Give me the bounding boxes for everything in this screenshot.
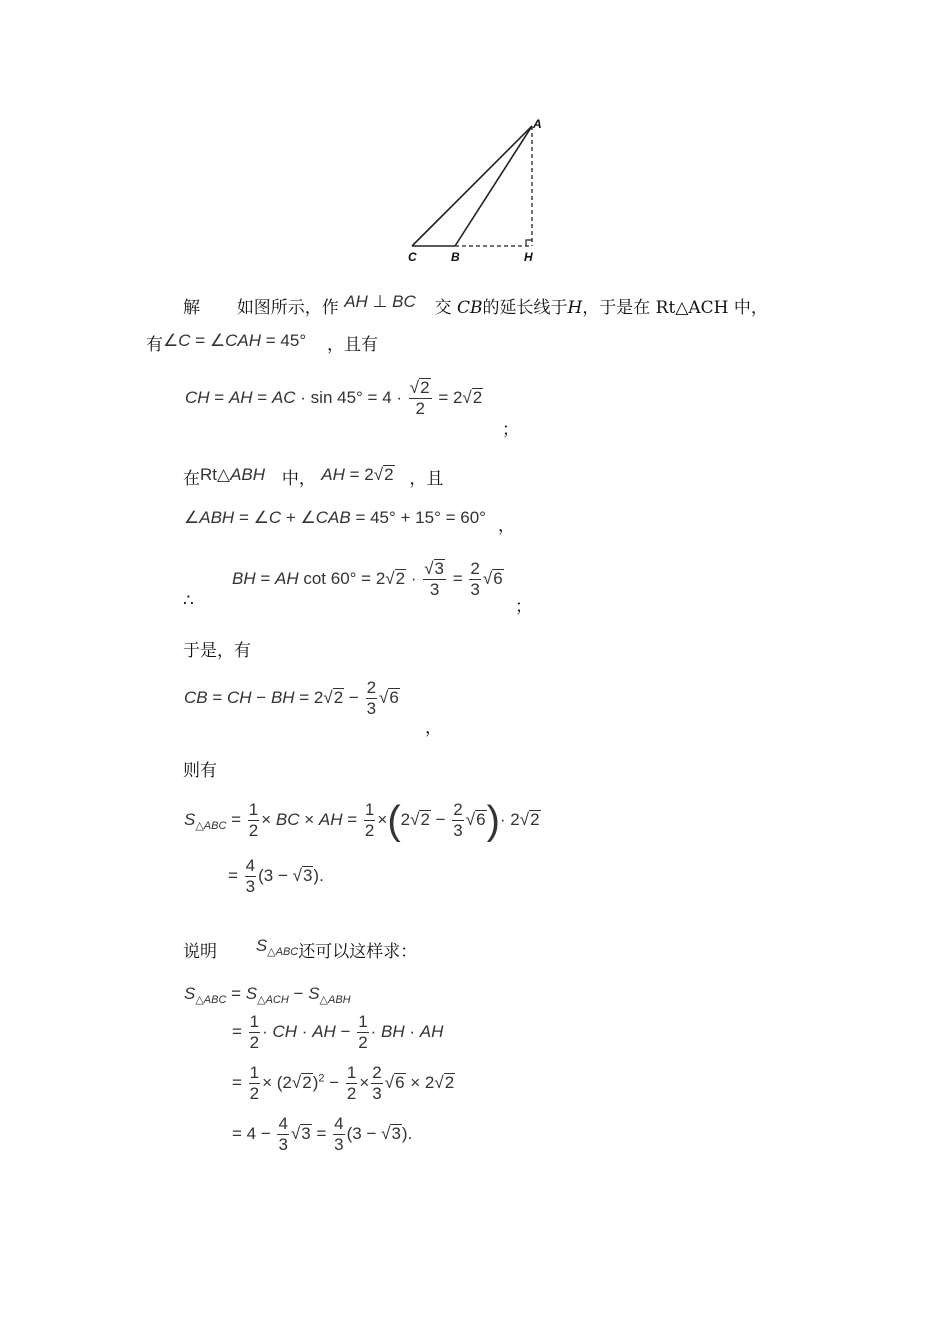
zhong-text: 中， <box>281 469 316 489</box>
formula-cb: CB = CH − BH = 2√2 − $\frac{2}{3}$ √6 <box>184 678 399 718</box>
formula-ah-value: AH = 2√2 <box>321 465 394 484</box>
zeyou-text: 则有 <box>183 761 217 781</box>
comma-1: ， <box>498 516 515 536</box>
segment-ca <box>412 126 532 246</box>
comma-2: ， <box>425 718 442 738</box>
therefore-symbol: ∴ <box>183 591 194 611</box>
formula-alt-1: $S_{\triangle ABC} = S_{\triangle ACH} - S_{\triangle ABH}$ <box>184 984 351 1006</box>
formula-bh: BH = AH cot 60° = 2√2 · $\frac{√3}{3}$ = $\frac{2}{3}$ √6 <box>232 559 503 599</box>
semicolon-2: ； <box>515 597 532 617</box>
line1-text-a: 如图所示，作 <box>236 298 339 318</box>
line1-text-b: 交 <box>434 298 452 318</box>
shuoming-text: 说明 <box>183 942 217 962</box>
segment-ba <box>455 126 532 246</box>
var-cb: CB <box>456 298 483 318</box>
label-a: A <box>533 117 542 131</box>
line1-text-d: ，于是在 Rt△ACH 中， <box>582 298 768 318</box>
formula-ch-ah: CH = AH = AC · sin 45° = 4 · $\frac{√2}{2}$ = 2√2 <box>185 378 483 418</box>
var-h: H <box>567 298 583 318</box>
right-angle-mark <box>526 240 532 246</box>
line1-text-c: 的延长线于 <box>482 298 568 318</box>
jie-label: 解 <box>183 298 200 318</box>
formula-rt-abh: Rt△ABH <box>200 465 266 484</box>
label-b: B <box>451 250 460 264</box>
formula-s-abc: $S_{\triangle ABC}$ <box>255 936 299 958</box>
solution-line-rt-abh <box>183 464 443 489</box>
zai-text: 在 <box>183 469 200 489</box>
formula-ah-perp-bc: AH ⊥ BC <box>344 292 416 311</box>
formula-alt-4: = 4 − $\frac{4}{3}$ √3 = $\frac{4}{3}$ (3 − √3). <box>232 1114 413 1154</box>
formula-area-2: = $\frac{4}{3}$ (3 − √3). <box>228 856 324 896</box>
formula-alt-3: = $\frac{1}{2}$ × $(2√2)^2$ − $\frac{1}{2}$ × $\frac{2}{3}$ √6 × 2√2 <box>232 1063 455 1103</box>
solution-line-2 <box>146 330 378 355</box>
line2-text-a: 有 <box>146 335 163 355</box>
triangle-figure <box>395 110 565 270</box>
formula-area-1: $S_{\triangle ABC}$ = $\frac{1}{2}$ × BC × AH = $\frac{1}{2}$ ×(2√2 − $\frac{2}{3}$ √6)· 2√2 <box>184 798 540 843</box>
formula-angle-abh: ∠ABH = ∠C + ∠CAB = 45° + 15° = 60° <box>184 508 486 527</box>
haikeyi-text: 还可以这样求： <box>298 942 418 962</box>
shuoming-line <box>183 937 417 964</box>
label-h: H <box>524 250 533 264</box>
line2-text-b: ，且有 <box>326 335 378 355</box>
qie-text: ，且 <box>409 469 444 489</box>
label-c: C <box>408 250 417 264</box>
formula-alt-2: = $\frac{1}{2}$ · CH · AH − $\frac{1}{2}$ · BH · AH <box>232 1012 444 1052</box>
yushi-text: 于是，有 <box>183 641 251 661</box>
semicolon-1: ； <box>502 420 519 440</box>
solution-line-1 <box>183 293 768 318</box>
formula-angle-c: ∠C = ∠CAH = 45° <box>163 331 307 350</box>
